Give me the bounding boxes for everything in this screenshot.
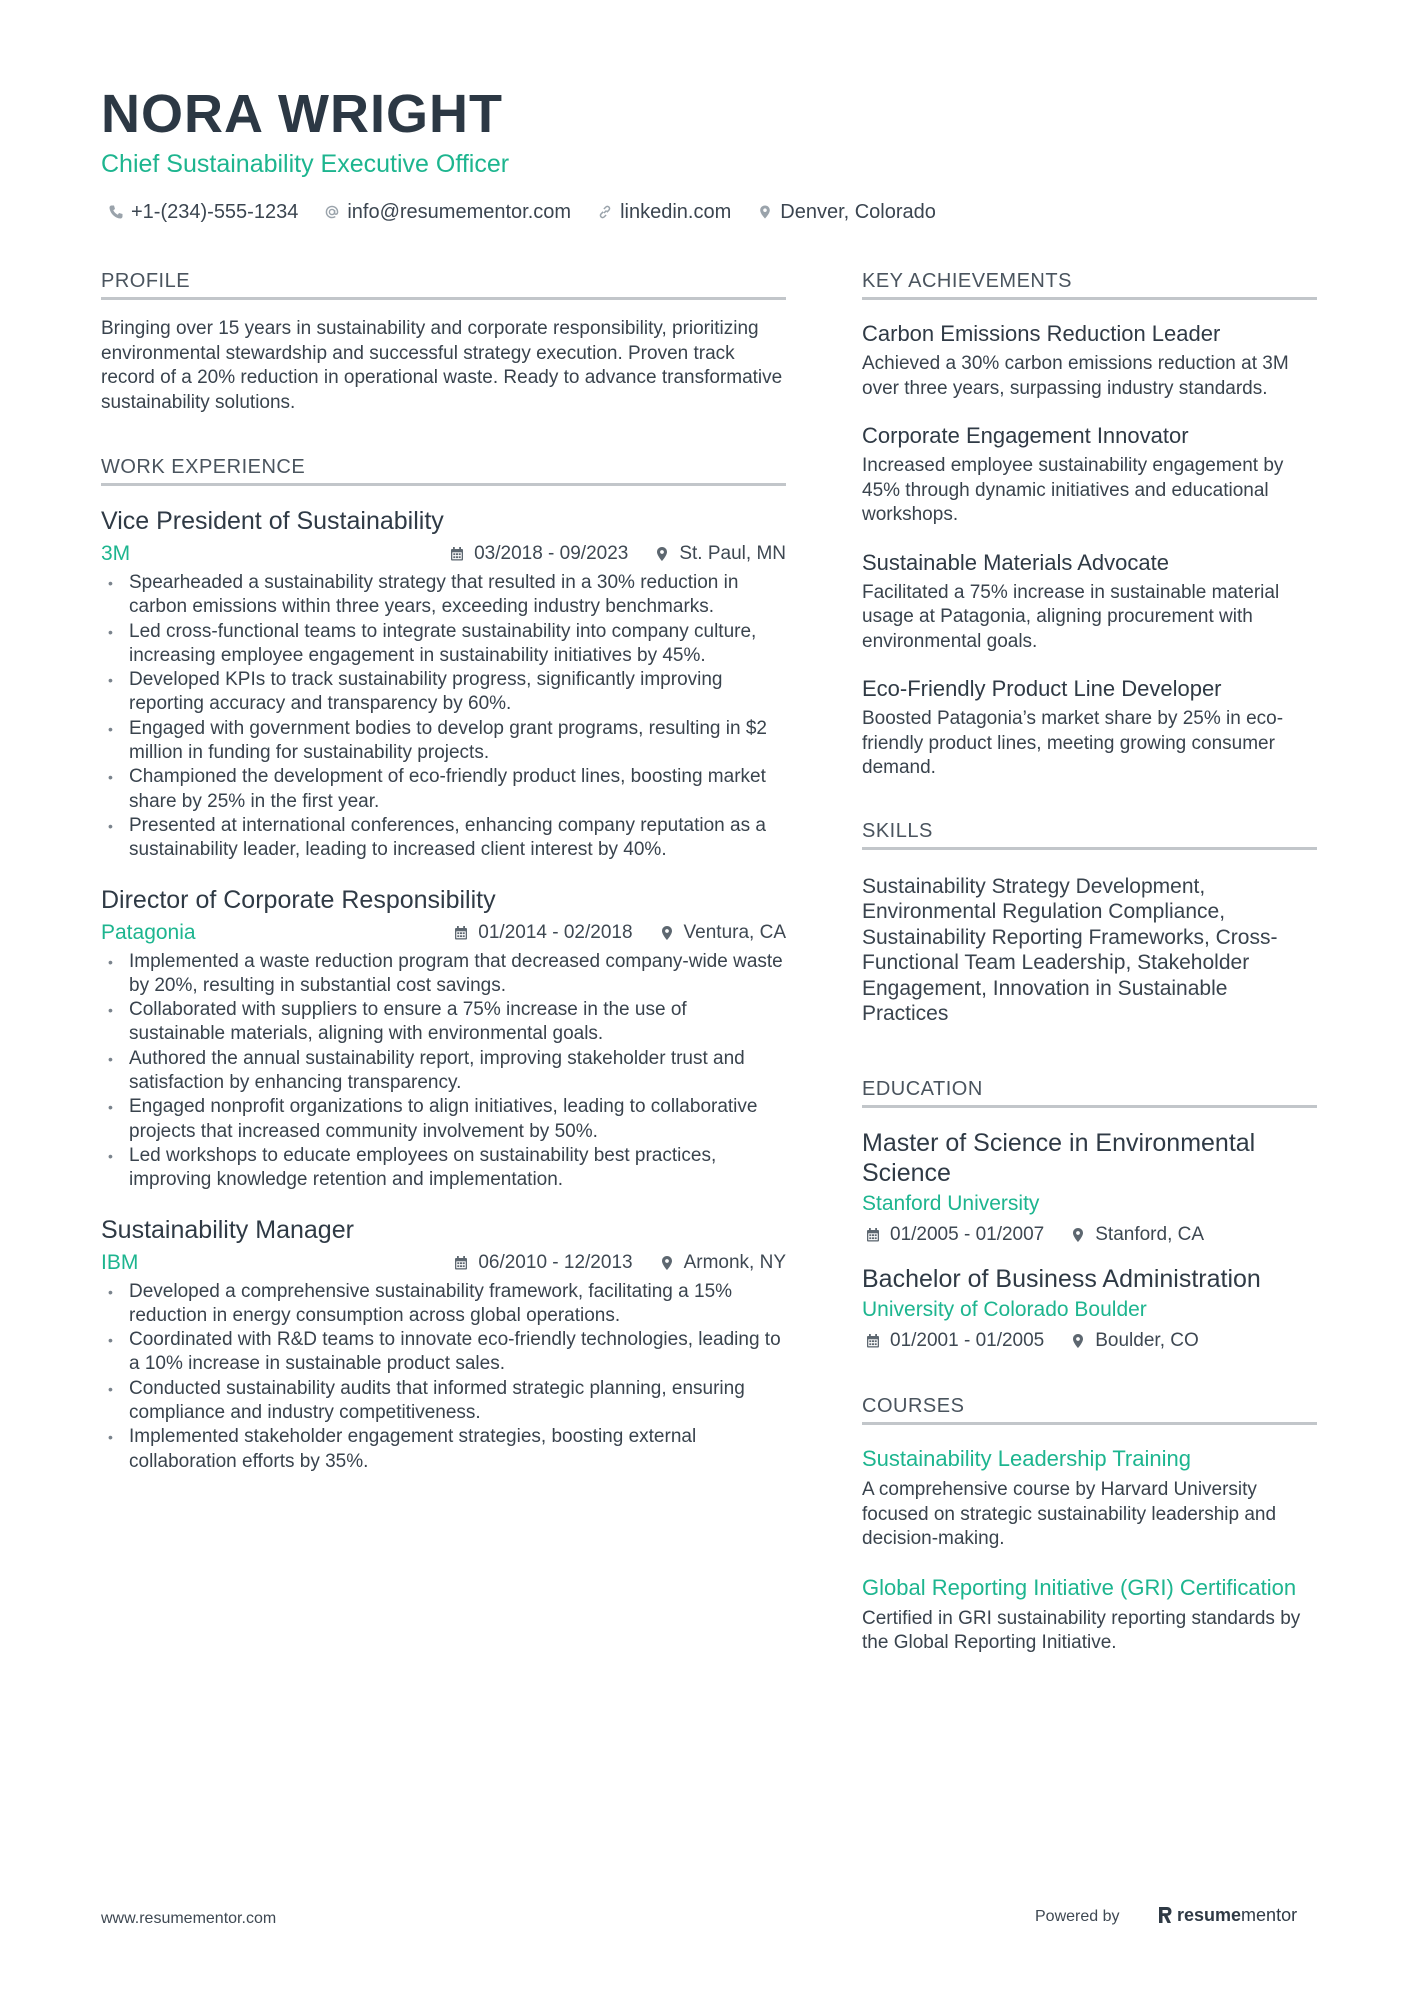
job-bullet: • Authored the annual sustainability report, improving stakeholder trust and satisfaction by enhancing transparency. <box>101 1047 786 1096</box>
job-meta <box>453 921 786 945</box>
job-dates-text: 03/2018 - 09/2023 <box>474 543 629 564</box>
contact-email[interactable] <box>324 199 571 225</box>
education-school: University of Colorado Boulder <box>862 1298 1147 1322</box>
logo-text-bold: resume <box>1177 1905 1242 1925</box>
location-icon <box>659 925 675 941</box>
phone-icon <box>108 204 124 220</box>
achievement-title: Carbon Emissions Reduction Leader <box>862 321 1221 346</box>
education-school: Stanford University <box>862 1192 1040 1216</box>
achievement-desc: Increased employee sustainability engagement by 45% through dynamic initiatives and educational workshops. <box>862 455 1284 525</box>
achievement-item <box>862 422 1317 528</box>
job-bullet: • Collaborated with suppliers to ensure a 75% increase in the use of sustainable materials, aligning with environmental goals. <box>101 998 786 1047</box>
calendar-icon <box>865 1227 881 1243</box>
contact-phone-text: +1-(234)-555-1234 <box>131 201 299 223</box>
job-meta <box>449 542 786 566</box>
skills-section <box>862 818 1317 1028</box>
course-desc: A comprehensive course by Harvard University focused on strategic sustainability leadership and decision-making. <box>862 1479 1277 1550</box>
education-dates <box>865 1223 1044 1247</box>
job-location-text: Ventura, CA <box>683 921 786 943</box>
job-dates-text: 01/2014 - 02/2018 <box>478 921 633 943</box>
job-location <box>659 921 786 945</box>
job-meta-row <box>101 918 786 948</box>
job-meta <box>453 1251 786 1275</box>
profile-heading: PROFILE <box>101 268 786 300</box>
achievement-title: Eco-Friendly Product Line Developer <box>862 676 1222 701</box>
course-item <box>862 1445 1317 1552</box>
achievements-heading: KEY ACHIEVEMENTS <box>862 268 1317 300</box>
contact-location-text: Denver, Colorado <box>780 201 936 223</box>
profile-text: Bringing over 15 years in sustainability and corporate responsibility, prioritizing environmental stewardship and successful strategy execution. Proven track record of a 20% reduction in operational waste. Ready to advance transformative sustainability solutions. <box>101 318 783 413</box>
job-bullets <box>101 1280 786 1474</box>
job-location <box>659 1251 786 1275</box>
achievement-item <box>862 549 1317 655</box>
right-column <box>862 268 1317 1678</box>
job-bullet: • Led workshops to educate employees on sustainability best practices, improving knowledge retention and implementation. <box>101 1144 786 1193</box>
job-dates <box>449 542 628 566</box>
job-dates <box>453 1251 632 1275</box>
job-title: Director of Corporate Responsibility <box>101 885 496 914</box>
job-bullets <box>101 950 786 1193</box>
contact-bar <box>108 199 962 225</box>
location-icon <box>659 1255 675 1271</box>
education-dates-text: 01/2005 - 01/2007 <box>890 1224 1045 1246</box>
candidate-title: Chief Sustainability Executive Officer <box>101 150 510 178</box>
contact-linkedin-text: linkedin.com <box>620 201 732 223</box>
candidate-name: NORA WRIGHT <box>101 84 503 144</box>
job-dates <box>453 921 632 945</box>
course-item <box>862 1574 1317 1656</box>
job-company: IBM <box>101 1250 139 1274</box>
at-icon <box>324 204 340 220</box>
achievement-desc: Boosted Patagonia’s market share by 25% in eco-friendly product lines, meeting growing consumer demand. <box>862 708 1284 778</box>
footer-website-link[interactable]: www.resumementor.com <box>101 1910 277 1927</box>
achievement-desc: Facilitated a 75% increase in sustainable material usage at Patagonia, aligning procurement with environmental goals. <box>862 581 1280 652</box>
calendar-icon <box>453 925 469 941</box>
job-bullet: • Led cross-functional teams to integrate sustainability into company culture, increasing employee engagement in sustainability initiatives by 45%. <box>101 620 786 669</box>
calendar-icon <box>865 1333 881 1349</box>
education-degree: Bachelor of Business Administration <box>862 1265 1261 1294</box>
job-location-text: Armonk, NY <box>683 1251 786 1273</box>
footer-powered-by: Powered by <box>1035 1908 1120 1925</box>
course-title: Global Reporting Initiative (GRI) Certification <box>862 1574 1297 1600</box>
job-bullet: • Implemented stakeholder engagement strategies, boosting external collaboration efforts by 35%. <box>101 1425 786 1474</box>
job-title: Vice President of Sustainability <box>101 507 444 535</box>
job-entry <box>101 885 786 1193</box>
education-dates <box>865 1329 1044 1353</box>
location-icon <box>654 546 670 562</box>
courses-heading: COURSES <box>862 1393 1317 1425</box>
education-item <box>862 1128 1317 1247</box>
education-heading: EDUCATION <box>862 1076 1317 1108</box>
education-location-text: Stanford, CA <box>1095 1224 1205 1246</box>
calendar-icon <box>453 1255 469 1271</box>
job-bullet: • Coordinated with R&D teams to innovate eco-friendly technologies, leading to a 10% increase in sustainable product sales. <box>101 1328 786 1377</box>
location-icon <box>757 204 773 220</box>
job-bullet: • Championed the development of eco-friendly product lines, boosting market share by 25% in the first year. <box>101 765 786 814</box>
course-title: Sustainability Leadership Training <box>862 1446 1191 1472</box>
job-company: 3M <box>101 542 131 565</box>
contact-location <box>757 199 936 225</box>
education-section <box>862 1076 1317 1353</box>
job-title: Sustainability Manager <box>101 1215 354 1244</box>
work-experience-section <box>101 454 786 1474</box>
contact-linkedin[interactable] <box>597 199 731 225</box>
job-location-text: St. Paul, MN <box>679 543 786 564</box>
education-location <box>1070 1329 1199 1353</box>
job-bullet: • Developed a comprehensive sustainability framework, facilitating a 15% reduction in energy consumption across global operations. <box>101 1280 786 1329</box>
job-bullet: • Implemented a waste reduction program that decreased company-wide waste by 20%, resulting in substantial cost savings. <box>101 950 786 999</box>
job-bullets <box>101 571 786 863</box>
job-dates-text: 06/2010 - 12/2013 <box>478 1251 633 1273</box>
job-bullet: • Developed KPIs to track sustainability progress, significantly improving reporting accuracy and transparency by 60%. <box>101 668 786 717</box>
location-icon <box>1070 1333 1086 1349</box>
job-bullet: • Spearheaded a sustainability strategy that resulted in a 30% reduction in carbon emissions within three years, exceeding industry benchmarks. <box>101 571 786 620</box>
work-experience-heading: WORK EXPERIENCE <box>101 454 786 486</box>
job-meta-row <box>101 539 786 569</box>
education-meta <box>862 1329 1317 1353</box>
achievement-title: Sustainable Materials Advocate <box>862 549 1169 575</box>
job-bullet: • Presented at international conferences, enhancing company reputation as a sustainability leader, leading to increased client interest by 40%. <box>101 814 786 863</box>
education-dates-text: 01/2001 - 01/2005 <box>890 1330 1045 1352</box>
education-degree: Master of Science in Environmental Science <box>862 1129 1256 1188</box>
job-bullet: • Engaged nonprofit organizations to align initiatives, leading to collaborative projects that increased community involvement by 50%. <box>101 1095 786 1144</box>
logo-text-normal: mentor <box>1241 1905 1298 1925</box>
achievement-desc: Achieved a 30% carbon emissions reduction at 3M over three years, surpassing industry standards. <box>862 353 1289 399</box>
education-item <box>862 1264 1317 1353</box>
job-bullet: • Conducted sustainability audits that informed strategic planning, ensuring compliance and industry competitiveness. <box>101 1377 786 1426</box>
job-company: Patagonia <box>101 920 196 944</box>
contact-phone[interactable] <box>108 199 298 225</box>
job-bullet: • Engaged with government bodies to develop grant programs, resulting in $2 million in funding for sustainability projects. <box>101 717 786 766</box>
job-meta-row <box>101 1248 786 1278</box>
courses-section <box>862 1393 1317 1656</box>
resumementor-logo[interactable] <box>1158 1904 1297 1926</box>
calendar-icon <box>449 546 465 562</box>
skills-heading: SKILLS <box>862 818 1317 850</box>
achievement-title: Corporate Engagement Innovator <box>862 423 1189 448</box>
achievement-item <box>862 675 1317 781</box>
location-icon <box>1070 1227 1086 1243</box>
link-icon <box>597 204 613 220</box>
course-desc: Certified in GRI sustainability reporting standards by the Global Reporting Initiative. <box>862 1607 1301 1654</box>
job-location <box>654 542 786 566</box>
left-column <box>101 268 786 1496</box>
profile-section <box>101 268 786 415</box>
resumementor-logo-icon <box>1158 1905 1172 1925</box>
education-meta <box>862 1223 1317 1247</box>
job-entry <box>101 1215 786 1474</box>
job-entry <box>101 506 786 863</box>
education-location-text: Boulder, CO <box>1095 1330 1199 1352</box>
skills-text: Sustainability Strategy Development, Environmental Regulation Compliance, Sustainability Reporting Frameworks, Cross-Functional Team Leadership, Stakeholder Engagement, Innovation in Sustainable Practices <box>862 874 1278 1026</box>
achievement-item <box>862 320 1317 401</box>
achievements-section <box>862 268 1317 781</box>
education-location <box>1070 1223 1204 1247</box>
contact-email-text: info@resumementor.com <box>347 201 572 223</box>
